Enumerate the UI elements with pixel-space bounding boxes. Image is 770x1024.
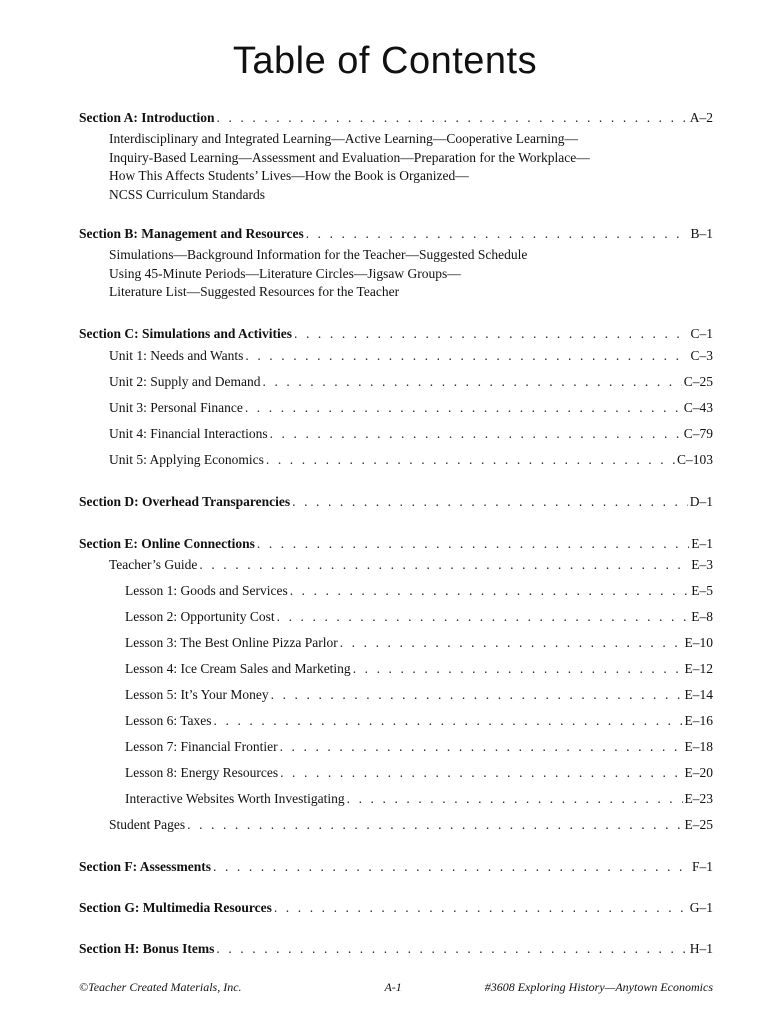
toc-entry-label: Section A: Introduction xyxy=(79,110,215,125)
description-line: Interdisciplinary and Integrated Learning—Active Learning—Cooperative Learning— xyxy=(109,131,578,146)
toc-entry-label: Unit 2: Supply and Demand xyxy=(109,373,261,389)
dot-leader xyxy=(213,857,690,877)
toc-entry-label: Unit 4: Financial Interactions xyxy=(109,425,268,441)
dot-leader xyxy=(257,534,689,554)
dot-leader xyxy=(245,398,682,418)
toc-entry-label: Lesson 8: Energy Resources xyxy=(125,764,279,780)
toc-section-f[interactable] xyxy=(79,857,713,877)
toc-entry-label: Lesson 1: Goods and Services xyxy=(125,582,288,598)
toc-entry-label: Student Pages xyxy=(109,816,186,832)
toc-page-number: E–1 xyxy=(691,535,713,551)
toc-page-number: E–3 xyxy=(691,556,713,572)
description-line: Simulations—Background Information for the Teacher—Suggested Schedule xyxy=(109,247,528,262)
toc-section-h[interactable] xyxy=(79,939,713,959)
toc-page-number: C–1 xyxy=(690,325,713,341)
dot-leader xyxy=(266,450,675,470)
toc-section-d[interactable] xyxy=(79,492,713,512)
toc-lesson-5[interactable] xyxy=(125,685,713,705)
toc-interactive-websites[interactable] xyxy=(125,789,713,809)
dot-leader xyxy=(217,108,688,128)
toc-page-number: H–1 xyxy=(689,940,713,956)
dot-leader xyxy=(187,815,682,835)
dot-leader xyxy=(340,633,683,653)
toc-entry-label: Lesson 5: It’s Your Money xyxy=(125,686,269,702)
toc-page-number: E–20 xyxy=(684,764,713,780)
dot-leader xyxy=(290,581,690,601)
toc-lesson-6[interactable] xyxy=(125,711,713,731)
toc-entry-label: Lesson 6: Taxes xyxy=(125,712,212,728)
toc-unit-4[interactable] xyxy=(109,424,713,444)
toc-entry-label: Unit 1: Needs and Wants xyxy=(109,347,244,363)
toc-page-number: B–1 xyxy=(690,226,713,241)
toc-page-number: E–5 xyxy=(691,582,713,598)
dot-leader xyxy=(347,789,683,809)
toc-lesson-7[interactable] xyxy=(125,737,713,757)
dot-leader xyxy=(271,685,683,705)
toc-page-number: E–16 xyxy=(684,712,713,728)
toc-lesson-2[interactable] xyxy=(125,607,713,627)
toc-page-number: F–1 xyxy=(691,858,713,874)
toc-entry-label: Unit 5: Applying Economics xyxy=(109,451,264,467)
toc-page-number: C–25 xyxy=(683,373,713,389)
toc-entry-label: Section C: Simulations and Activities xyxy=(79,325,293,341)
toc-unit-3[interactable] xyxy=(109,398,713,418)
dot-leader xyxy=(274,898,688,918)
section-a-description xyxy=(109,130,713,204)
footer-page-number: A-1 xyxy=(384,980,402,994)
dot-leader xyxy=(270,424,682,444)
toc-entry-label: Lesson 4: Ice Cream Sales and Marketing xyxy=(125,660,351,676)
toc-section-a[interactable] xyxy=(79,108,713,128)
toc-page-number: D–1 xyxy=(689,493,713,509)
toc-entry-label: Lesson 2: Opportunity Cost xyxy=(125,608,275,624)
toc-unit-2[interactable] xyxy=(109,372,713,392)
toc-page-number: G–1 xyxy=(689,899,713,915)
toc-page-number: C–103 xyxy=(676,451,713,467)
page-footer xyxy=(79,980,713,995)
toc-entry-label: Section G: Multimedia Resources xyxy=(79,899,272,915)
toc-page-number: E–12 xyxy=(684,660,713,676)
description-line: NCSS Curriculum Standards xyxy=(109,186,266,202)
dot-leader xyxy=(280,737,683,757)
toc-page-number: C–79 xyxy=(683,425,713,441)
section-b-description xyxy=(109,246,713,302)
toc-lesson-1[interactable] xyxy=(125,581,713,601)
dot-leader xyxy=(277,607,690,627)
toc-entry-label: Section F: Assessments xyxy=(79,858,211,874)
toc-page-number: E–8 xyxy=(691,608,713,624)
toc-page-number: E–23 xyxy=(684,790,713,806)
dot-leader xyxy=(199,555,689,575)
toc-teachers-guide[interactable] xyxy=(109,555,713,575)
toc-page-number: E–10 xyxy=(684,634,713,650)
toc-unit-1[interactable] xyxy=(109,346,713,366)
dot-leader xyxy=(353,659,683,679)
toc-page-number: A–2 xyxy=(689,110,713,125)
toc-entry-label: Section H: Bonus Items xyxy=(79,940,215,956)
dot-leader xyxy=(245,346,688,366)
toc-page-number: E–25 xyxy=(684,816,713,832)
toc-entry-label: Lesson 3: The Best Online Pizza Parlor xyxy=(125,634,338,650)
dot-leader xyxy=(263,372,682,392)
toc-entry-label: Teacher’s Guide xyxy=(109,556,198,572)
description-line: Using 45-Minute Periods—Literature Circles—Jigsaw Groups— xyxy=(109,265,461,281)
page-title: Table of Contents xyxy=(232,40,538,82)
toc-lesson-8[interactable] xyxy=(125,763,713,783)
toc-entry-label: Interactive Websites Worth Investigating xyxy=(125,790,345,806)
toc-entry-label: Section E: Online Connections xyxy=(79,535,255,551)
toc-page-number: E–18 xyxy=(684,738,713,754)
toc-lesson-3[interactable] xyxy=(125,633,713,653)
description-line: Literature List—Suggested Resources for the Teacher xyxy=(109,284,400,299)
toc-section-e[interactable] xyxy=(79,534,713,554)
description-line: How This Affects Students’ Lives—How the Book is Organized— xyxy=(109,168,469,183)
dot-leader xyxy=(280,763,682,783)
dot-leader xyxy=(214,711,683,731)
toc-section-g[interactable] xyxy=(79,898,713,918)
toc-section-c[interactable] xyxy=(79,324,713,344)
toc-entry-label: Lesson 7: Financial Frontier xyxy=(125,738,278,754)
footer-book-title: #3608 Exploring History—Anytown Economics xyxy=(484,980,713,994)
dot-leader xyxy=(292,492,688,512)
toc-student-pages[interactable] xyxy=(109,815,713,835)
toc-unit-5[interactable] xyxy=(109,450,713,470)
table-of-contents xyxy=(79,108,713,959)
toc-page-number: C–43 xyxy=(683,399,713,415)
dot-leader xyxy=(306,224,689,244)
footer-copyright: ©Teacher Created Materials, Inc. xyxy=(79,980,242,994)
dot-leader xyxy=(216,939,687,959)
toc-entry-label: Unit 3: Personal Finance xyxy=(109,399,243,415)
toc-entry-label: Section B: Management and Resources xyxy=(79,226,304,241)
toc-lesson-4[interactable] xyxy=(125,659,713,679)
dot-leader xyxy=(294,324,688,344)
toc-page-number: C–3 xyxy=(690,347,713,363)
toc-section-b[interactable] xyxy=(79,224,713,244)
description-line: Inquiry-Based Learning—Assessment and Evaluation—Preparation for the Workplace— xyxy=(109,149,590,165)
toc-page-number: E–14 xyxy=(684,686,713,702)
toc-entry-label: Section D: Overhead Transparencies xyxy=(79,493,291,509)
